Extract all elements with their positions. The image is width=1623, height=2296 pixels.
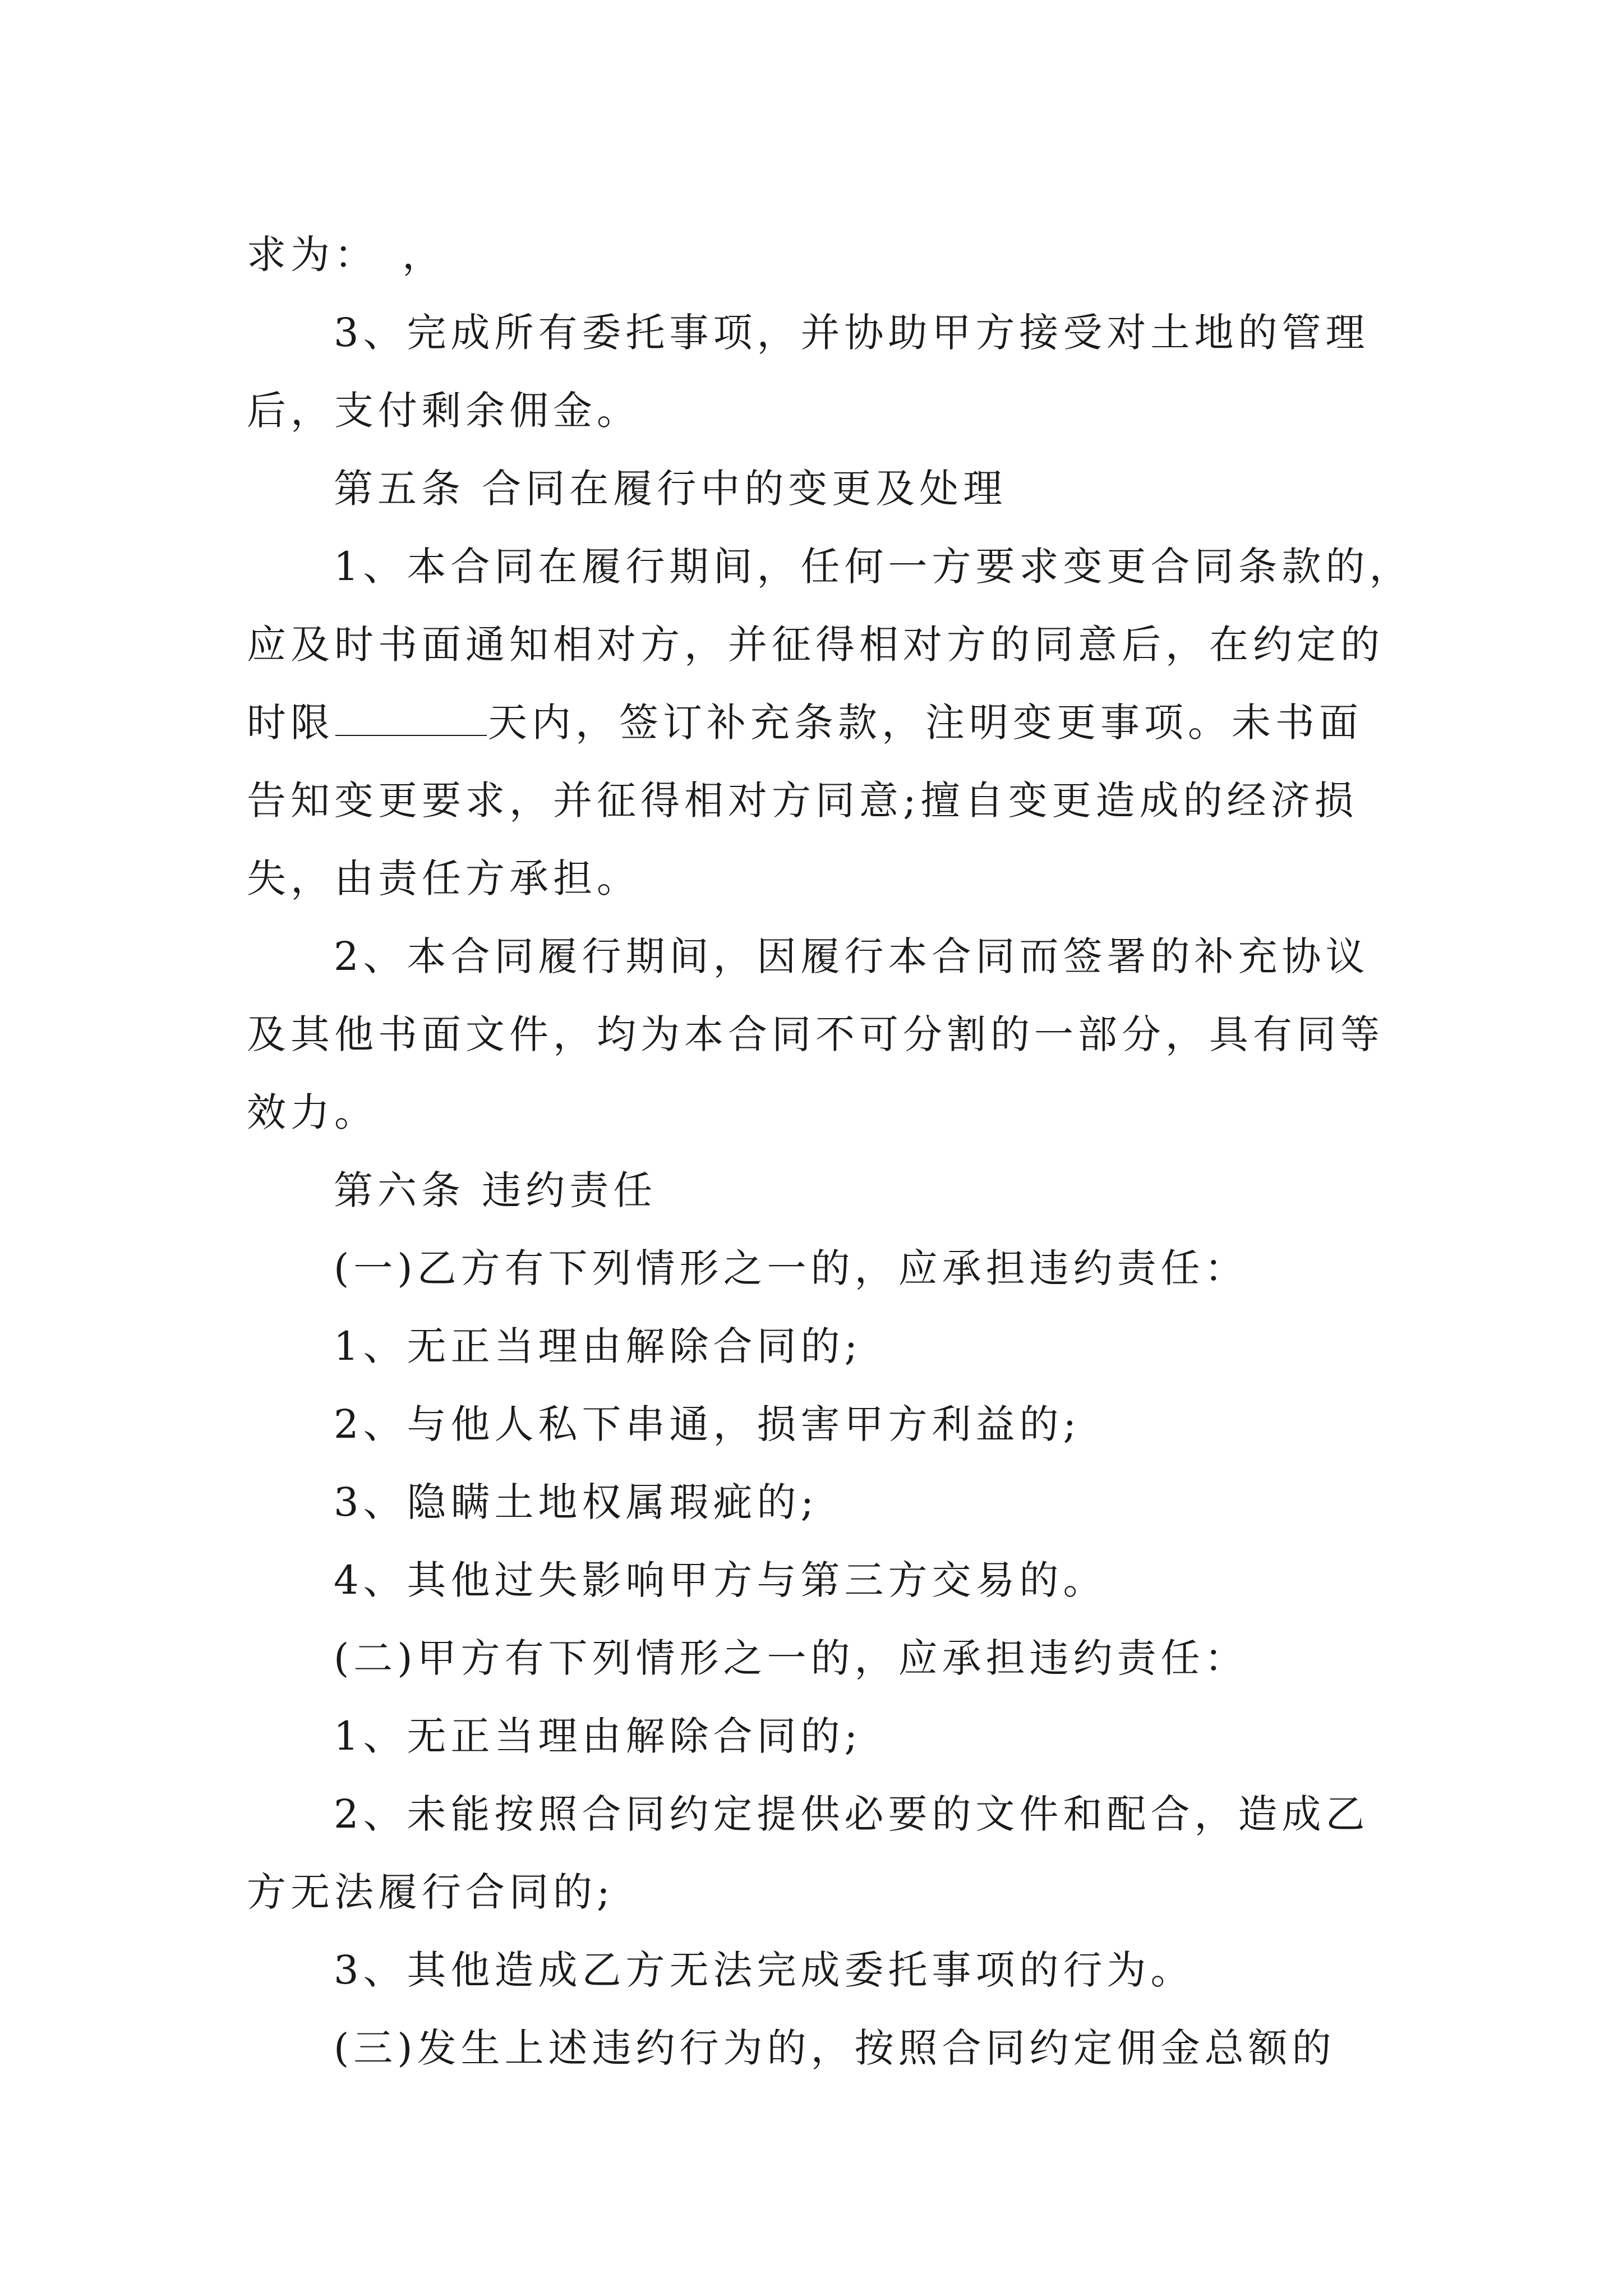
text-line: 3、隐瞒土地权属瑕疵的; (334, 1479, 819, 1525)
text-line: 求为： ， (247, 232, 446, 278)
text-line: 2、与他人私下串通，损害甲方利益的; (334, 1401, 1081, 1447)
text-line: 方无法履行合同的; (247, 1869, 615, 1915)
text-line: 告知变更要求，并征得相对方同意;擅自变更造成的经济损 (247, 777, 1358, 823)
text-fragment: 时限 (247, 700, 334, 746)
text-line: 2、未能按照合同约定提供必要的文件和配合，造成乙 (334, 1791, 1370, 1837)
text-line: 应及时书面通知相对方，并征得相对方的同意后，在约定的 (247, 622, 1384, 668)
contract-text (247, 216, 1413, 2087)
text-line: 1、无正当理由解除合同的; (334, 1323, 863, 1369)
text-line: (三)发生上述违约行为的，按照合同约定佣金总额的 (334, 2025, 1336, 2071)
text-line: 1、无正当理由解除合同的; (334, 1713, 863, 1759)
text-line: 2、本合同履行期间，因履行本合同而签署的补充协议 (334, 933, 1370, 979)
section-heading-5: 第五条 合同在履行中的变更及处理 (334, 466, 1007, 512)
text-line: 4、其他过失影响甲方与第三方交易的。 (334, 1557, 1107, 1603)
text-line-with-blank (247, 684, 1391, 762)
text-line: 3、其他造成乙方无法完成委托事项的行为。 (334, 1947, 1195, 1993)
text-line: 1、本合同在履行期间，任何一方要求变更合同条款的， (334, 544, 1413, 590)
text-line: (一)乙方有下列情形之一的，应承担违约责任： (334, 1245, 1248, 1291)
text-line: 及其他书面文件，均为本合同不可分割的一部分，具有同等 (247, 1011, 1384, 1057)
section-heading-6: 第六条 违约责任 (334, 1167, 657, 1213)
fill-in-blank (335, 696, 487, 736)
text-line: 失，由责任方承担。 (247, 855, 640, 901)
text-line: 后，支付剩余佣金。 (247, 388, 640, 434)
text-line: 效力。 (247, 1089, 378, 1135)
text-line: (二)甲方有下列情形之一的，应承担违约责任： (334, 1635, 1248, 1681)
text-line: 3、完成所有委托事项，并协助甲方接受对土地的管理 (334, 310, 1370, 356)
text-fragment: 天内，签订补充条款，注明变更事项。未书面 (488, 700, 1363, 746)
